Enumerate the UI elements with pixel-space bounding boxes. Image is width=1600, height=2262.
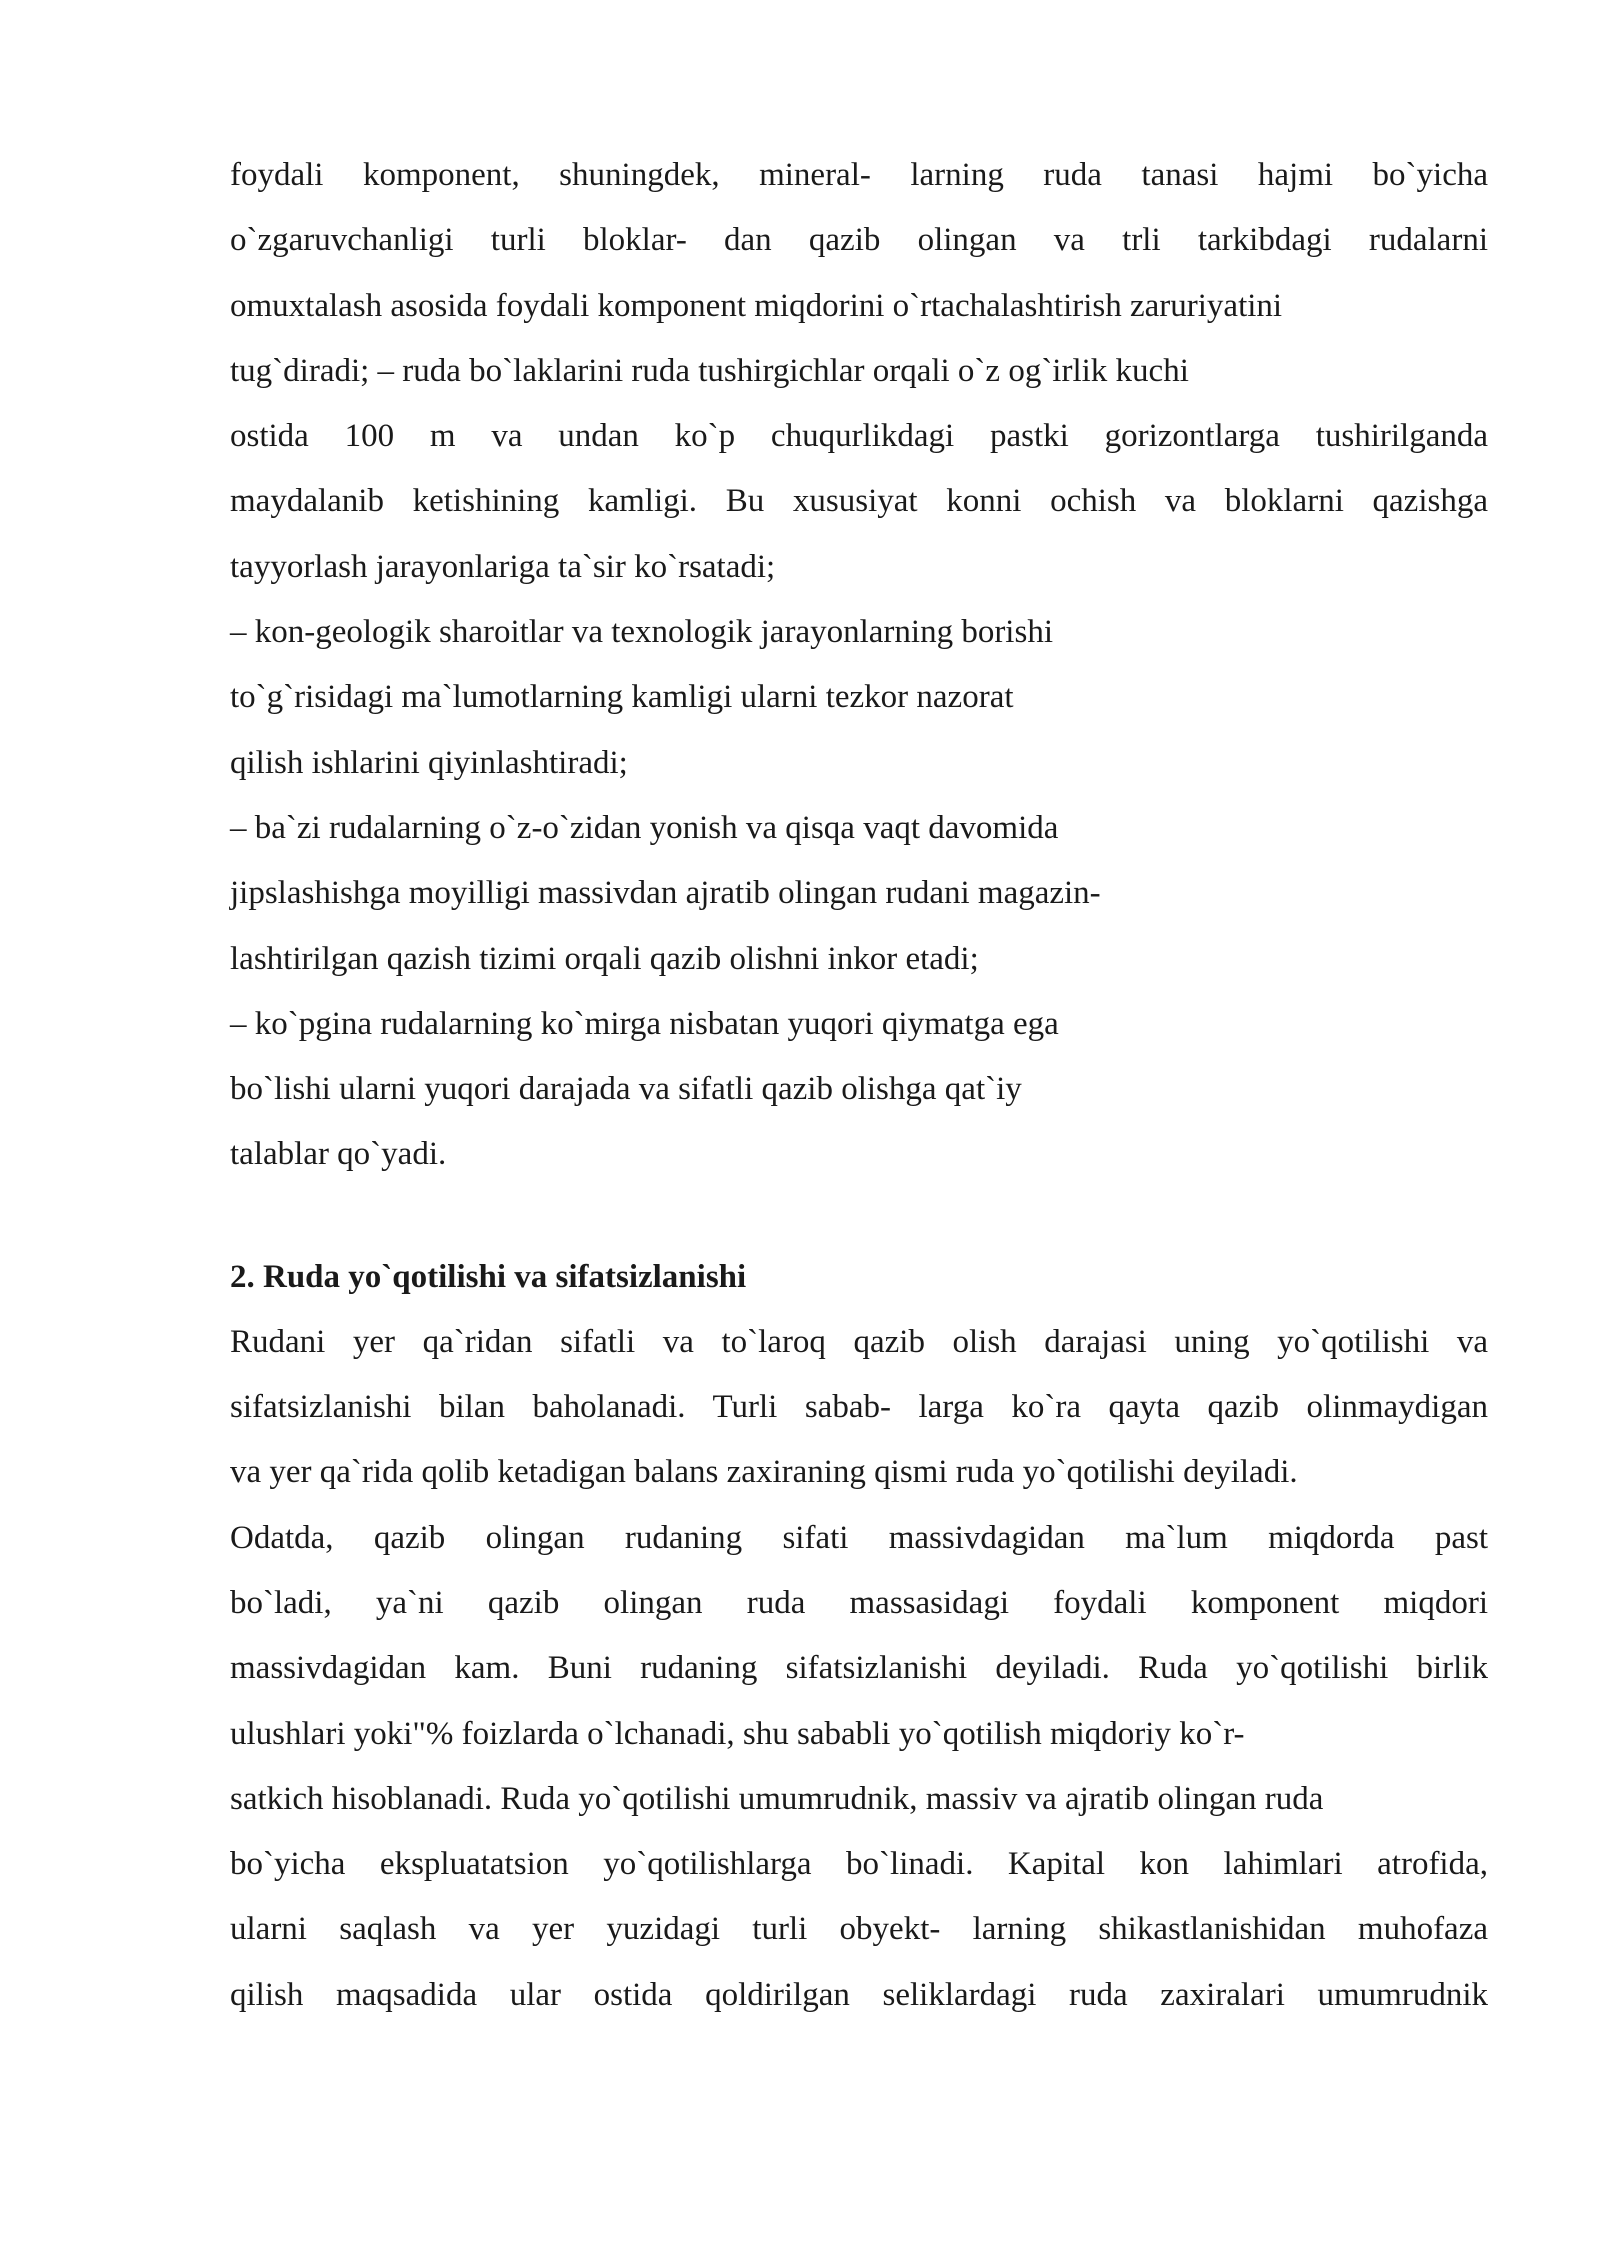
text-line: ulushlari yoki"% foizlarda o`lchanadi, shu sababli yo`qotilish miqdoriy ko`r- (230, 1715, 1245, 1752)
text-line: qilish maqsadida ular ostida qoldirilgan seliklardagi ruda zaxiralari umumrudnik (230, 1976, 1488, 2013)
text-line: talablar qo`yadi. (230, 1136, 447, 1173)
section-heading: 2. Ruda yo`qotilishi va sifatsizlanishi (230, 1258, 747, 1295)
text-line: – ba`zi rudalarning o`z-o`zidan yonish va qisqa vaqt davomida (230, 809, 1059, 846)
text-line: satkich hisoblanadi. Ruda yo`qotilishi umumrudnik, massiv va ajratib olingan ruda (230, 1780, 1324, 1817)
text-line: lashtirilgan qazish tizimi orqali qazib olishni inkor etadi; (230, 940, 979, 977)
text-line: bo`yicha ekspluatatsion yo`qotilishlarga bo`linadi. Kapital kon lahimlari atrofida, (230, 1846, 1488, 1883)
text-line: jipslashishga moyilligi massivdan ajratib olingan rudani magazin- (230, 875, 1101, 912)
text-line: to`g`risidagi ma`lumotlarning kamligi ularni tezkor nazorat (230, 679, 1014, 716)
section-gap (230, 1195, 1488, 1255)
text-line: va yer qa`rida qolib ketadigan balans zaxiraning qismi ruda yo`qotilishi deyiladi. (230, 1454, 1298, 1491)
text-line: Odatda, qazib olingan rudaning sifati massivdagidan ma`lum miqdorda past (230, 1519, 1488, 1556)
text-line: Rudani yer qa`ridan sifatli va to`laroq qazib olish darajasi uning yo`qotilishi va (230, 1323, 1488, 1360)
document-body (230, 150, 1488, 2035)
text-line: omuxtalash asosida foydali komponent miqdorini o`rtachalashtirish zaruriyatini (230, 287, 1283, 324)
text-line: massivdagidan kam. Buni rudaning sifatsizlanishi deyiladi. Ruda yo`qotilishi birlik (230, 1650, 1488, 1687)
text-line: – ko`pgina rudalarning ko`mirga nisbatan yuqori qiymatga ega (230, 1005, 1059, 1042)
text-line: bo`ladi, ya`ni qazib olingan ruda massasidagi foydali komponent miqdori (230, 1584, 1488, 1621)
text-line: ularni saqlash va yer yuzidagi turli obyekt- larning shikastlanishidan muhofaza (230, 1911, 1488, 1948)
text-line: foydali komponent, shuningdek, mineral- larning ruda tanasi hajmi bo`yicha (230, 157, 1488, 193)
text-line: tayyorlash jarayonlariga ta`sir ko`rsatadi; (230, 548, 776, 585)
text-line: qilish ishlarini qiyinlashtiradi; (230, 744, 628, 781)
text-line: – kon-geologik sharoitlar va texnologik jarayonlarning borishi (230, 614, 1053, 651)
text-line: ostida 100 m va undan ko`p chuqurlikdagi pastki gorizontlarga tushirilganda (230, 418, 1488, 455)
text-line: o`zgaruvchanligi turli bloklar- dan qazib olingan va trli tarkibdagi rudalarni (230, 222, 1488, 259)
text-line: bo`lishi ularni yuqori darajada va sifatli qazib olishga qat`iy (230, 1071, 1022, 1108)
paragraph-block-1 (230, 150, 1488, 1195)
text-line: tug`diradi; – ruda bo`laklarini ruda tushirgichlar orqali o`z og`irlik kuchi (230, 352, 1189, 389)
text-line: sifatsizlanishi bilan baholanadi. Turli sabab- larga ko`ra qayta qazib olinmaydigan (230, 1389, 1488, 1426)
text-line: maydalanib ketishining kamligi. Bu xususiyat konni ochish va bloklarni qazishga (230, 483, 1488, 520)
paragraph-block-2 (230, 1317, 1488, 2035)
